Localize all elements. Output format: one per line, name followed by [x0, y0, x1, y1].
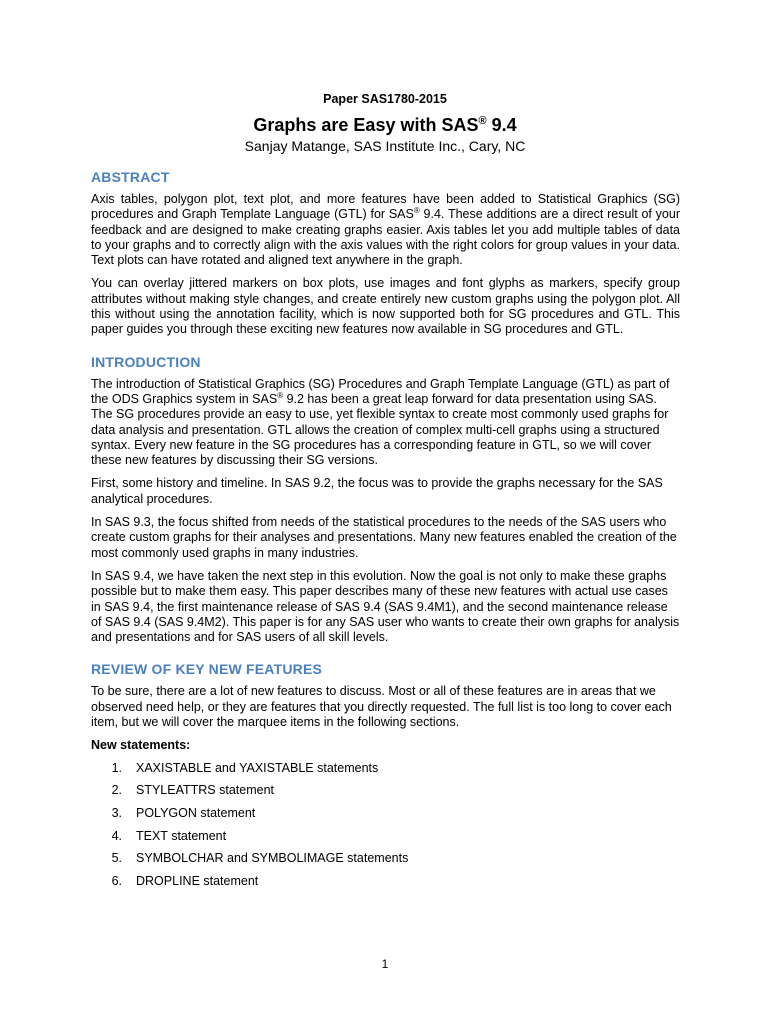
introduction-paragraph-4: In SAS 9.4, we have taken the next step in this evolution. Now the goal is not only to make these graphs possible but to make them easy. This paper describes many of these new features with actual use cases in SAS 9.4, the first maintenance release of SAS 9.4 (SAS 9.4M1), and the second maintenance release of SAS 9.4 (SAS 9.4M2). This paper is for any SAS user who wants to create their own graphs for analysis and presentations and for SAS users of all skill levels.	[91, 568, 680, 645]
review-paragraph-1: To be sure, there are a lot of new features to discuss. Most or all of these features are in areas that we observed need help, or they are features that you directly requested. The full list is too long to cover each item, but we will cover the marquee items in the following sections.	[91, 684, 672, 730]
list-item: 2. STYLEATTRS statement	[111, 783, 275, 798]
introduction-paragraph-1: The introduction of Statistical Graphics (SG) Procedures and Graph Template Language (GTL) as part of the ODS Graphics system in SAS® 9.2 has been a great leap forward for data presentation using SAS. The SG procedures provide an easy to use, yet flexible syntax to create most commonly used graphs for data analysis and presentation. GTL allows the creation of complex multi-cell graphs using a structured syntax. Every new feature in the SG procedures has a corresponding feature in GTL, so we will cover these new features by discussing their SG versions.	[91, 376, 670, 468]
list-item: 4. TEXT statement	[111, 828, 227, 843]
new-statements-label: New statements:	[91, 738, 191, 753]
title-main: Graphs are Easy with SAS	[253, 115, 479, 135]
page-number: 1	[381, 957, 389, 971]
list-item: 1. XAXISTABLE and YAXISTABLE statements	[111, 760, 379, 775]
list-item: 6. DROPLINE statement	[111, 874, 259, 889]
body-content	[91, 169, 680, 897]
author-line: Sanjay Matange, SAS Institute Inc., Cary, NC	[244, 138, 526, 154]
paper-number: Paper SAS1780-2015	[323, 92, 447, 106]
review-heading: REVIEW OF KEY NEW FEATURES	[91, 661, 323, 678]
abstract-paragraph-2: You can overlay jittered markers on box plots, use images and font glyphs as markers, specify group attributes without making style changes, and create entirely new custom graphs using the polygon plot. All this without using the annotation facility, which is now supported both for SG procedures and GTL. This paper guides you through these exciting new features now available in SG procedures and GTL.	[91, 276, 680, 337]
title-registered-mark: ®	[478, 115, 487, 127]
introduction-heading: INTRODUCTION	[91, 353, 201, 370]
abstract-heading: ABSTRACT	[91, 169, 170, 185]
paper-title	[0, 115, 770, 136]
abstract-paragraph-1: Axis tables, polygon plot, text plot, and more features have been added to Statistical Graphics (SG) procedures and Graph Template Language (GTL) for SAS® 9.4. These additions are a direct result of your feedback and are designed to make creating graphs easier. Axis tables let you add multiple tables of data to your graphs and to correctly align with the axis values with the right colors for group values in your data. Text plots can have rotated and aligned text anywhere in the graph.	[91, 192, 680, 268]
list-item: 5. SYMBOLCHAR and SYMBOLIMAGE statements	[111, 851, 409, 866]
introduction-paragraph-3: In SAS 9.3, the focus shifted from needs of the statistical procedures to the needs of the SAS users who create custom graphs for their analyses and presentations. Many new features enabled the creation of the most commonly used graphs in many industries.	[91, 515, 677, 560]
title-version: 9.4	[486, 115, 517, 135]
new-statements-list	[91, 761, 680, 890]
introduction-paragraph-2: First, some history and timeline. In SAS 9.2, the focus was to provide the graphs necessary for the SAS analytical procedures.	[91, 476, 663, 506]
list-item: 3. POLYGON statement	[111, 805, 256, 820]
